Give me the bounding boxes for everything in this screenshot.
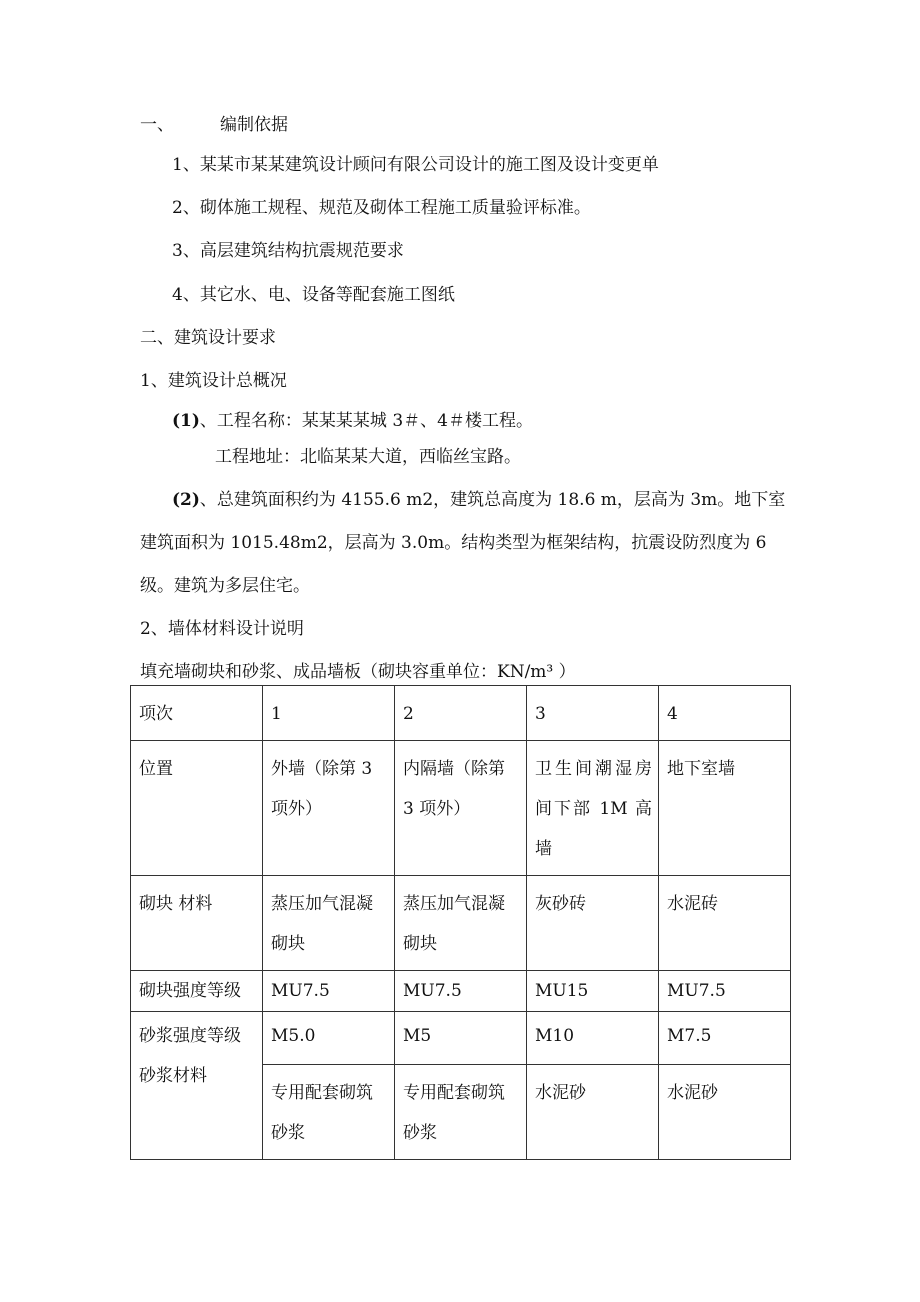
header-cell: 3 (527, 686, 659, 741)
row-label: 位置 (131, 741, 263, 876)
table-cell: M10 (527, 1012, 659, 1065)
table-cell: M5.0 (263, 1012, 395, 1065)
table-cell: 专用配套砌筑砂浆 (395, 1065, 527, 1160)
table-cell: 外墙（除第 3 项外） (263, 741, 395, 876)
table-cell: 蒸压加气混凝砌块 (263, 876, 395, 971)
mortar-material-label: 砂浆材料 (139, 1066, 207, 1086)
subsection-overview: 1、建筑设计总概况 (140, 371, 287, 391)
table-cell: MU7.5 (263, 971, 395, 1012)
table-cell: 蒸压加气混凝砌块 (395, 876, 527, 971)
table-row-position (131, 741, 791, 876)
row-label: 砌块 材料 (131, 876, 263, 971)
project-address: 工程地址：北临某某大道，西临丝宝路。 (215, 447, 521, 467)
project-name: 、工程名称：某某某某城 3＃、4＃楼工程。 (199, 411, 533, 431)
table-cell: MU7.5 (659, 971, 791, 1012)
project-name-line (172, 409, 533, 433)
section2-heading: 二、建筑设计要求 (140, 328, 276, 348)
table-caption: 填充墙砌块和砂浆、成品墙板（砌块容重单位：KN/m³ ） (140, 662, 576, 682)
basis-item-1: 1、某某市某某建筑设计顾问有限公司设计的施工图及设计变更单 (172, 155, 659, 175)
area-line-2: 建筑面积为 1015.48m2，层高为 3.0m。结构类型为框架结构，抗震设防烈度为 6 (140, 533, 767, 553)
table-row-material (131, 876, 791, 971)
header-cell: 1 (263, 686, 395, 741)
header-cell: 项次 (131, 686, 263, 741)
table-cell: 地下室墙 (659, 741, 791, 876)
table-cell: 卫生间潮湿房间下部 1M 高墙 (527, 741, 659, 876)
area-text-1: 、总建筑面积约为 4155.6 m2，建筑总高度为 18.6 m，层高为 3m。地下室 (199, 490, 786, 510)
table-row-mortar-grade (131, 1012, 791, 1065)
area-line-1 (172, 488, 785, 512)
table-cell: MU15 (527, 971, 659, 1012)
header-cell: 2 (395, 686, 527, 741)
table-cell: 专用配套砌筑砂浆 (263, 1065, 395, 1160)
item-number-2: (2) (172, 490, 200, 510)
area-line-3: 级。建筑为多层住宅。 (140, 576, 310, 596)
item-number-1: (1) (172, 411, 200, 431)
table-cell: 水泥砂 (527, 1065, 659, 1160)
row-label: 砌块强度等级 (131, 971, 263, 1012)
table-cell: MU7.5 (395, 971, 527, 1012)
basis-item-3: 3、高层建筑结构抗震规范要求 (172, 241, 404, 261)
table-row-block-grade (131, 971, 791, 1012)
basis-item-4: 4、其它水、电、设备等配套施工图纸 (172, 285, 455, 305)
table-cell: M7.5 (659, 1012, 791, 1065)
section1-title: 编制依据 (220, 115, 288, 135)
subsection-wall-material: 2、墙体材料设计说明 (140, 619, 304, 639)
basis-item-2: 2、砌体施工规程、规范及砌体工程施工质量验评标准。 (172, 198, 591, 218)
table-cell: M5 (395, 1012, 527, 1065)
wall-material-table (130, 685, 791, 1160)
row-label-mortar (131, 1012, 263, 1160)
section1-number: 一、 (140, 115, 174, 135)
table-cell: 灰砂砖 (527, 876, 659, 971)
section1-heading (140, 113, 288, 137)
table-cell: 内隔墙（除第 3 项外） (395, 741, 527, 876)
table-cell: 水泥砖 (659, 876, 791, 971)
header-cell: 4 (659, 686, 791, 741)
mortar-grade-label: 砂浆强度等级 (139, 1026, 241, 1046)
table-row-header (131, 686, 791, 741)
table-cell: 水泥砂 (659, 1065, 791, 1160)
